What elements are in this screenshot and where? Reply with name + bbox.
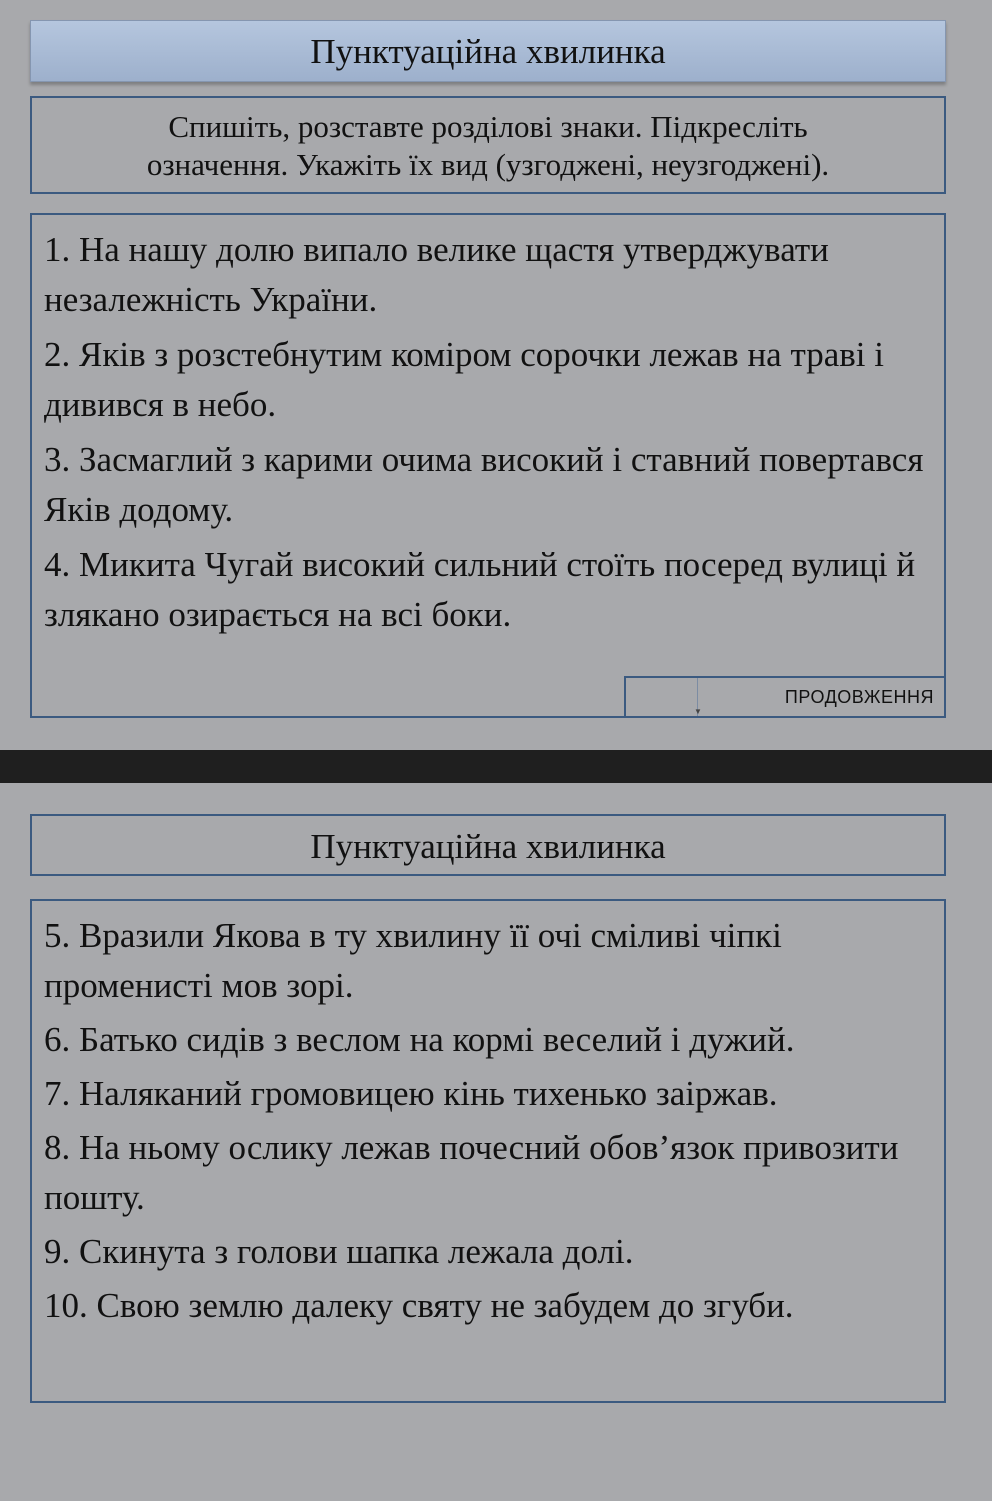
- sentence-9: 9. Скинута з голови шапка лежала долі.: [44, 1232, 634, 1271]
- sentence-8: 8. На ньому ослику лежав почесний обов’язок привозити пошту.: [44, 1128, 899, 1217]
- instruction-line: Спишіть, розставте розділові знаки. Підкресліть: [168, 109, 808, 144]
- slide-title: Пунктуаційна хвилинка: [30, 20, 946, 82]
- sentence-4: 4. Микита Чугай високий сильний стоїть посеред вулиці й злякано озирається на всі боки.: [44, 545, 916, 634]
- instruction-line: означення. Укажіть їх вид (узгоджені, неузгоджені).: [146, 147, 830, 182]
- sentence-2: 2. Яків з розстебнутим коміром сорочки лежав на траві і дивився в небо.: [44, 335, 884, 424]
- sentence-5: 5. Вразили Якова в ту хвилину її очі сміливі чіпкі променисті мов зорі.: [44, 916, 782, 1005]
- slide-1: [0, 0, 992, 750]
- instruction-box: [30, 96, 946, 194]
- slide-2: [0, 783, 992, 1501]
- sentence-3: 3. Засмаглий з карими очима високий і ставний повертався Яків додому.: [44, 440, 924, 529]
- cursor-arrow-icon: ▼: [694, 707, 703, 716]
- sentence-1: 1. На нашу долю випало велике щастя утверджувати незалежність України.: [44, 230, 829, 319]
- sentence-7: 7. Наляканий громовицею кінь тихенько заіржав.: [44, 1074, 778, 1113]
- slide-title: Пунктуаційна хвилинка: [30, 814, 946, 876]
- continue-button-label: ПРОДОВЖЕННЯ: [784, 687, 934, 707]
- exercise-box: [30, 899, 946, 1403]
- sentence-6: 6. Батько сидів з веслом на кормі веселий і дужий.: [44, 1020, 795, 1059]
- slide-divider: [0, 750, 992, 783]
- sentence-10: 10. Свою землю далеку святу не забудем до згуби.: [44, 1286, 794, 1325]
- exercise-box: [30, 213, 946, 718]
- continue-button[interactable]: [624, 676, 946, 718]
